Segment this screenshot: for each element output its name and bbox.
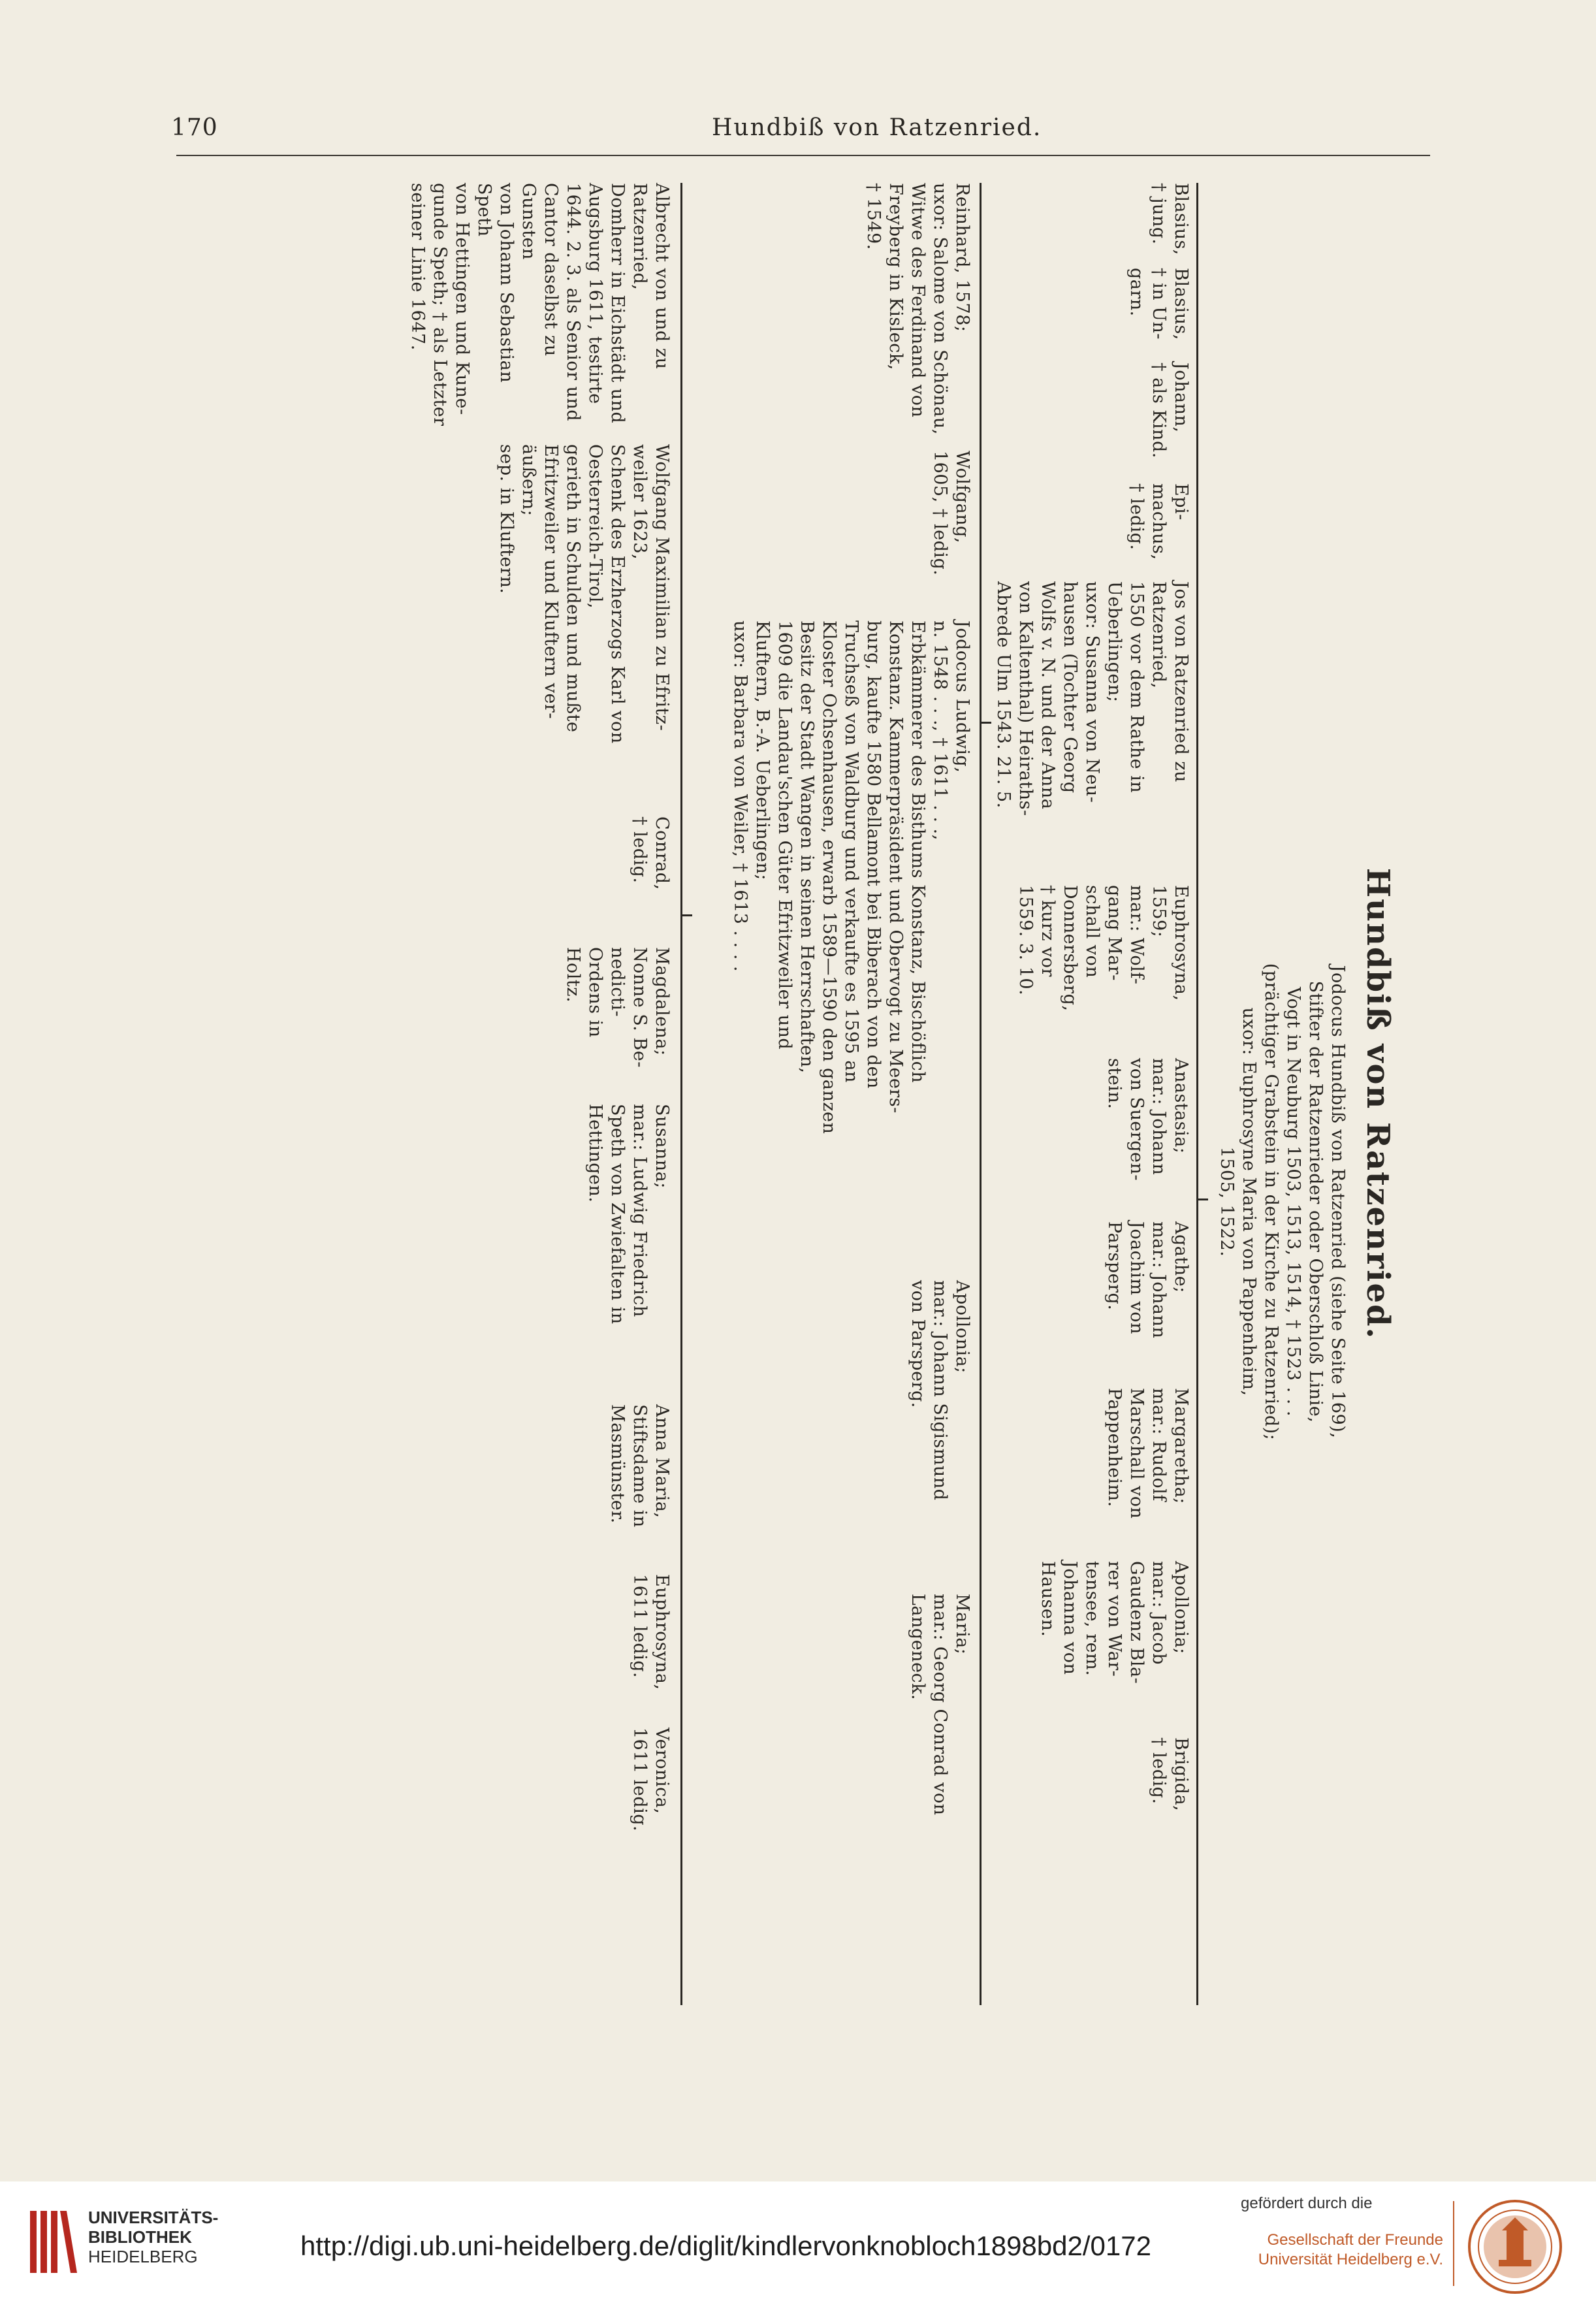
gen1-euphrosyna: Euphrosyna, 1559; mar.: Wolf- gang Mar- schall von Donnersberg, † kurz vor 1559. 3. 10. xyxy=(1015,885,1191,1012)
gen3-euphrosyna: Euphrosyna, 1611 ledig. xyxy=(630,1574,672,1690)
gen2-maria: Maria; mar.: Georg Conrad von Langeneck. xyxy=(908,1594,972,1816)
gen3-magdalena: Magdalena; Nonne S. Be- nedicti- Ordens in Holtz. xyxy=(563,947,672,1068)
gen1-blasius-2: Blasius, † in Un- garn. xyxy=(1126,268,1191,340)
page-number: 170 xyxy=(171,114,218,141)
gen1-brigida: Brigida, † ledig. xyxy=(1149,1737,1191,1812)
gen2-rule xyxy=(980,183,982,2005)
gen2-wolfgang: Wolfgang, 1605, † ledig. xyxy=(930,451,972,576)
gen1-rule xyxy=(1196,183,1198,2005)
gen3-susanna: Susanna; mar.: Ludwig Friedrich Speth von Zwiefalten in Hettingen. xyxy=(585,1104,672,1325)
page-header xyxy=(0,0,1596,157)
institution-name xyxy=(88,2208,218,2266)
running-head: Hundbiß von Ratzenried. xyxy=(712,114,1042,141)
gen1-anastasia: Anastasia; mar.: Johann von Suergen- stein. xyxy=(1104,1058,1191,1182)
header-rule xyxy=(176,155,1430,156)
gen2-reinhard: Reinhard, 1578; uxor: Salome von Schönau, Witwe des Ferdinand von Freyberg in Kisleck, † 1549. xyxy=(863,183,972,435)
gen1-epimachus: Epi- machus, † ledig. xyxy=(1126,483,1191,560)
institution-line-3: HEIDELBERG xyxy=(88,2247,198,2266)
gen1-agathe: Agathe; mar.: Johann Joachim von Parsperg. xyxy=(1104,1221,1191,1339)
jodocus-brace xyxy=(682,914,692,916)
root-brace xyxy=(1198,1199,1208,1200)
gen3-wolfgang-maximilian: Wolfgang Maximilian zu Efritz- weiler 1623, Schenk des Erzherzogs Karl von Oesterreich-Tirol, gerieth in Schulden und mußte Efritzweiler und Kluftern ver- äußern; sep. in Kluftern. xyxy=(496,444,672,744)
digital-copy-link[interactable]: http://digi.ub.uni-heidelberg.de/diglit/kindlervonknobloch1898bd2/0172 xyxy=(300,2230,1151,2261)
institution-line-1: UNIVERSITÄTS- xyxy=(88,2208,219,2227)
genealogy-table xyxy=(202,170,1397,2038)
gen1-apollonia: Apollonia; mar.: Jacob Gaudenz Bla- rer von War- tensee, rem. Johanna von Hausen. xyxy=(1038,1561,1191,1684)
gen2-apollonia: Apollonia; mar.: Johann Sigismund von Parsperg. xyxy=(908,1280,972,1501)
gen1-blasius-1: Blasius, † jung. xyxy=(1149,183,1191,255)
footer xyxy=(0,2181,1596,2301)
gen3-veronica: Veronica, 1611 ledig. xyxy=(630,1728,672,1832)
gen1-margaretha: Margaretha; mar.: Rudolf Marschall von Pappenheim. xyxy=(1104,1388,1191,1519)
root-entry: Jodocus Hundbiß von Ratzenried (siehe Seite 169), Stifter der Ratzenrieder oder Oberschloß Linie, Vogt in Neuburg 1503, 1513, 1514, † 1523 . . . (prächtiger Grabstein in der Kirche zu Ratzenried); uxor: Euphrosyne Maria von Pappenheim, 1505, 1522. xyxy=(1217,963,1348,1441)
gen3-conrad: Conrad, † ledig. xyxy=(630,816,672,890)
genealogy-table-rotated xyxy=(202,170,1397,2038)
table-title: Hundbiß von Ratzenried. xyxy=(1360,867,1396,1340)
gen3-rule xyxy=(680,183,682,2005)
gen2-jodocus-ludwig: Jodocus Ludwig, n. 1548 . . ., † 1611 . . ., Erbkämmerer des Bisthums Konstanz, Bischöflich Konstanz. Kammerpräsident und Obervogt zu Meers- burg, kaufte 1580 Bellamont bei Biberach von den Truchseß von Waldburg und verkaufte es 1595 an Kloster Ochsenhausen, erwarb 1589—1590 den ganzen Besitz der Stadt Wangen in seinen Herrschaften, 1609 die Landau'schen Güter Efritzweiler und Kluftern, B.-A. Ueberlingen; uxor: Barbara von Weiler, † 1613 . . . . xyxy=(730,620,972,1134)
gen3-anna-maria: Anna Maria, Stiftsdame in Masmünster. xyxy=(607,1404,672,1528)
gen1-johann: Johann, † als Kind. xyxy=(1149,362,1191,459)
university-library-logo-icon xyxy=(26,2204,78,2276)
university-seal-icon xyxy=(1466,2198,1564,2296)
jos-brace xyxy=(981,722,991,724)
institution-line-2: BIBLIOTHEK xyxy=(88,2227,192,2247)
gen3-albrecht: Albrecht von und zu Ratzenried, Domherr in Eichstädt und Augsburg 1611, testirte 1644. 2. 3. als Senior und Cantor daselbst zu Gunsten von Johann Sebastian Speth von Hettingen und Kune- gunde Speth; † als Letzter seiner Linie 1647. xyxy=(407,183,672,426)
footer-divider xyxy=(1453,2201,1454,2286)
supported-by-label: gefördert durch die xyxy=(1241,2195,1373,2212)
gen1-jos: Jos von Ratzenried zu Ratzenried, 1550 vor dem Rathe in Ueberlingen; uxor: Susanna von Neu- hausen (Tochter Georg Wolfs v. N. und der Anna von Kaltenthal) Heiraths- Abrede Ulm 1543. 21. 5. xyxy=(993,581,1191,816)
society-name xyxy=(1228,2230,1443,2270)
society-line-2: Universität Heidelberg e.V. xyxy=(1258,2251,1443,2268)
society-line-1: Gesellschaft der Freunde xyxy=(1267,2231,1443,2249)
